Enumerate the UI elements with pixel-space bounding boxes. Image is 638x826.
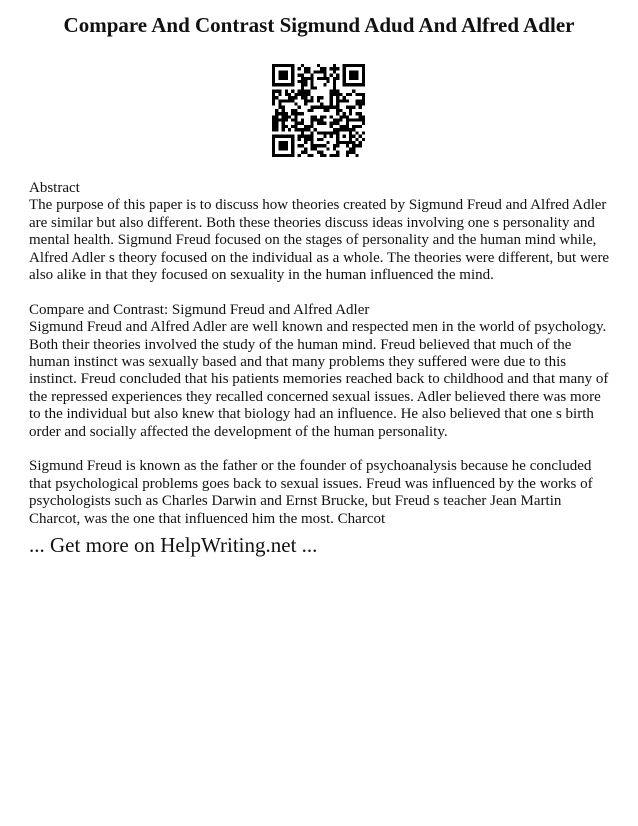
section-heading: Compare and Contrast: Sigmund Freud and Alfred Adler xyxy=(29,301,370,318)
qr-code-icon xyxy=(272,64,365,157)
compare-section xyxy=(29,302,614,441)
section-text: Sigmund Freud and Alfred Adler are well known and respected men in the world of psychology. Both their theories involved the study of the human mind. Freud believed that much of the human instinct was sexually based and that many problems they suffered were due to this instinct. Freud concluded that his patients memories reached back to childhood and that many of the repressed experiences they recalled concerned sexual issues. Adler believed there was more to the individual but also knew that biology had an influence. He also believed that one s birth order and socially affected the development of the human personality. xyxy=(29,319,609,440)
abstract-section xyxy=(29,180,614,284)
page-title: Compare And Contrast Sigmund Adud And Alfred Adler xyxy=(63,13,575,37)
document-body xyxy=(29,180,614,545)
qr-code-graphic xyxy=(272,64,365,157)
paragraph-3: Sigmund Freud is known as the father or the founder of psychoanalysis because he concluded that psychological problems goes back to sexual issues. Freud was influenced by the works of psychologists such as Charles Darwin and Ernst Brucke, but Freud s teacher Jean Martin Charcot, was the one that influenced him the most. Charcot xyxy=(29,458,593,527)
abstract-heading: Abstract xyxy=(29,180,80,196)
abstract-text: The purpose of this paper is to discuss how theories created by Sigmund Freud and Alfred Adler are similar but also different. Both these theories discuss ideas involving one s personality and mental health. Sigmund Freud focused on the stages of personality and the human mind while, Alfred Adler s theory focused on the individual as a whole. The theories were different, but were also alike in that they focused on sexuality in the human influenced the mind. xyxy=(29,197,610,284)
get-more-link[interactable]: ... Get more on HelpWriting.net ... xyxy=(29,533,318,557)
